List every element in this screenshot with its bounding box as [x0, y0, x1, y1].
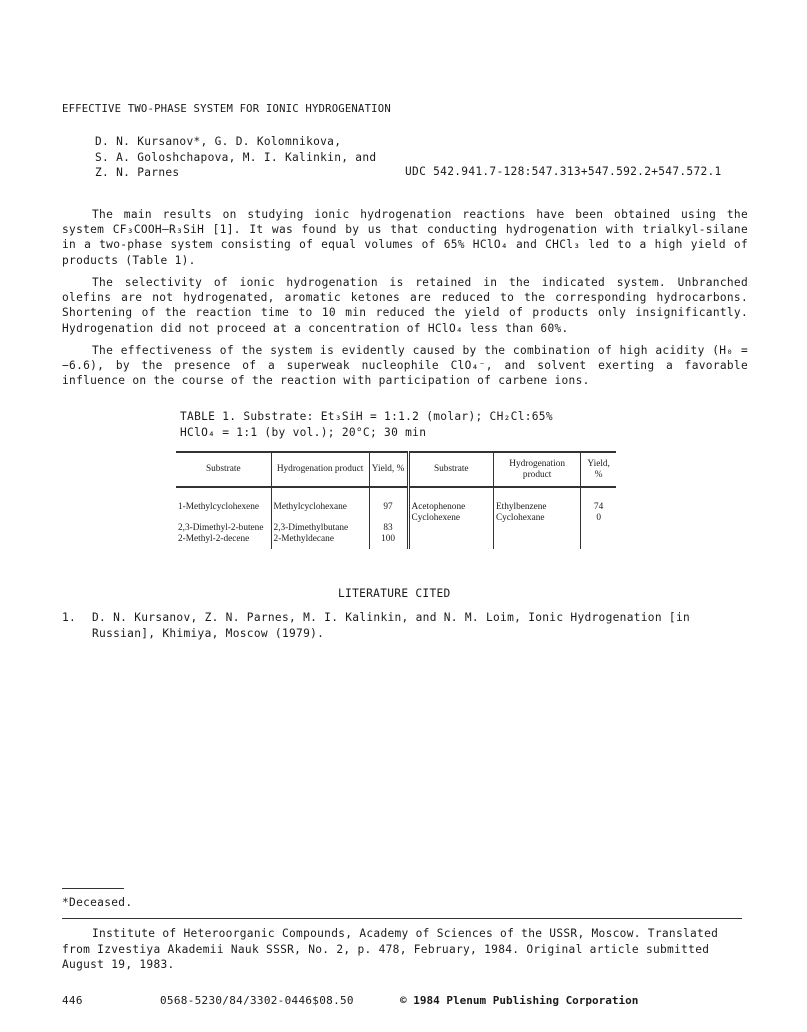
page-number: 446 — [62, 994, 83, 1007]
header-product: Hydrogenation product — [493, 452, 580, 487]
cell-product: 2-Methyldecane — [271, 534, 369, 549]
table-caption-line: TABLE 1. Substrate: Et₃SiH = 1:1.2 (molar); CH₂Cl:65% — [180, 410, 553, 423]
cell-yield — [581, 487, 616, 549]
cell-yield: 83 — [369, 516, 408, 534]
header-substrate: Substrate — [408, 452, 493, 487]
paragraph-2: The selectivity of ionic hydrogenation is retained in the indicated system. Unbranched olefins are not hydrogenated, aromatic ketones are reduced to the corresponding hydrocarbons. Shortening of the reaction time to 10 min reduced the yield of products only insignificantly. Hydrogenation did not proceed at a concentration of HClO₄ less than 60%. — [62, 276, 748, 335]
article-title: EFFECTIVE TWO-PHASE SYSTEM FOR IONIC HYDROGENATION — [62, 103, 391, 115]
product-entry: Ethylbenzene — [495, 502, 547, 512]
table-row — [176, 487, 616, 516]
reference-text: D. N. Kursanov, Z. N. Parnes, M. I. Kalinkin, and N. M. Loim, Ionic Hydrogenation [in Russian], Khimiya, Moscow (1979). — [92, 611, 691, 640]
header-product: Hydrogenation product — [271, 452, 369, 487]
cell-substrate: 1-Methylcyclohexene — [178, 502, 260, 512]
yield-entry: 0 — [596, 513, 601, 523]
cell-substrate: 2,3-Dimethyl-2-butene — [178, 523, 264, 533]
paragraph-3: The effectiveness of the system is evidently caused by the combination of high acidity (H₀ = −6.6), by the presence of a superweak nucleophile ClO₄⁻, and solvent exerting a favorable influence on the course of the reaction with participation of carbene ions. — [62, 344, 748, 388]
author-list — [95, 134, 376, 181]
yield-entry: 74 — [594, 502, 604, 512]
reference-number: 1. — [62, 611, 77, 624]
substrate-entry: Acetophenone — [411, 502, 466, 512]
results-table — [176, 451, 616, 549]
paragraph-1: The main results on studying ionic hydrogenation reactions have been obtained using the system CF₃COOH–R₃SiH [1]. It was found by us that conducting hydrogenation with trialkyl-silane in a two-phase system consisting of equal volumes of 65% HClO₄ and CHCl₃ led to a high yield of products (Table 1). — [62, 208, 748, 267]
body-paragraph — [62, 275, 748, 336]
header-yield: Yield, % — [581, 452, 616, 487]
cell-yield: 100 — [369, 534, 408, 549]
cell-product: 2,3-Dimethylbutane — [271, 516, 369, 534]
author-line: S. A. Goloshchapova, M. I. Kalinkin, and — [95, 150, 377, 164]
institute-note — [62, 926, 742, 973]
header-yield: Yield, % — [369, 452, 408, 487]
product-entry: Cyclohexane — [495, 513, 545, 523]
header-substrate: Substrate — [176, 452, 271, 487]
footnote-divider — [62, 888, 124, 889]
cell-yield: 97 — [369, 487, 408, 516]
udc-code: UDC 542.941.7-128:547.313+547.592.2+547.572.1 — [405, 165, 722, 178]
institute-text: Institute of Heteroorganic Compounds, Academy of Sciences of the USSR, Moscow. Translated from Izvestiya Akademii Nauk SSSR, No. 2, p. 478, February, 1984. Original article submitted August 19, 1983. — [62, 927, 719, 971]
author-line: Z. N. Parnes — [95, 166, 180, 179]
cell-substrate — [408, 487, 493, 549]
cell-product — [493, 487, 580, 549]
author-line: D. N. Kursanov*, G. D. Kolomnikova, — [95, 135, 342, 148]
article-code: 0568-5230/84/3302-0446$08.50 — [160, 994, 354, 1007]
body-paragraph — [62, 343, 748, 389]
footer-divider — [62, 918, 742, 919]
table-caption — [180, 409, 553, 440]
cell-product: Methylcyclohexane — [271, 487, 369, 516]
table-caption-line: HClO₄ = 1:1 (by vol.); 20°C; 30 min — [180, 425, 427, 439]
body-paragraph — [62, 207, 748, 268]
literature-heading: LITERATURE CITED — [338, 587, 451, 600]
copyright: © 1984 Plenum Publishing Corporation — [400, 994, 639, 1007]
cell-substrate: 2-Methyl-2-decene — [178, 534, 250, 544]
footnote: *Deceased. — [62, 896, 133, 909]
substrate-entry: Cyclohexene — [411, 513, 461, 523]
